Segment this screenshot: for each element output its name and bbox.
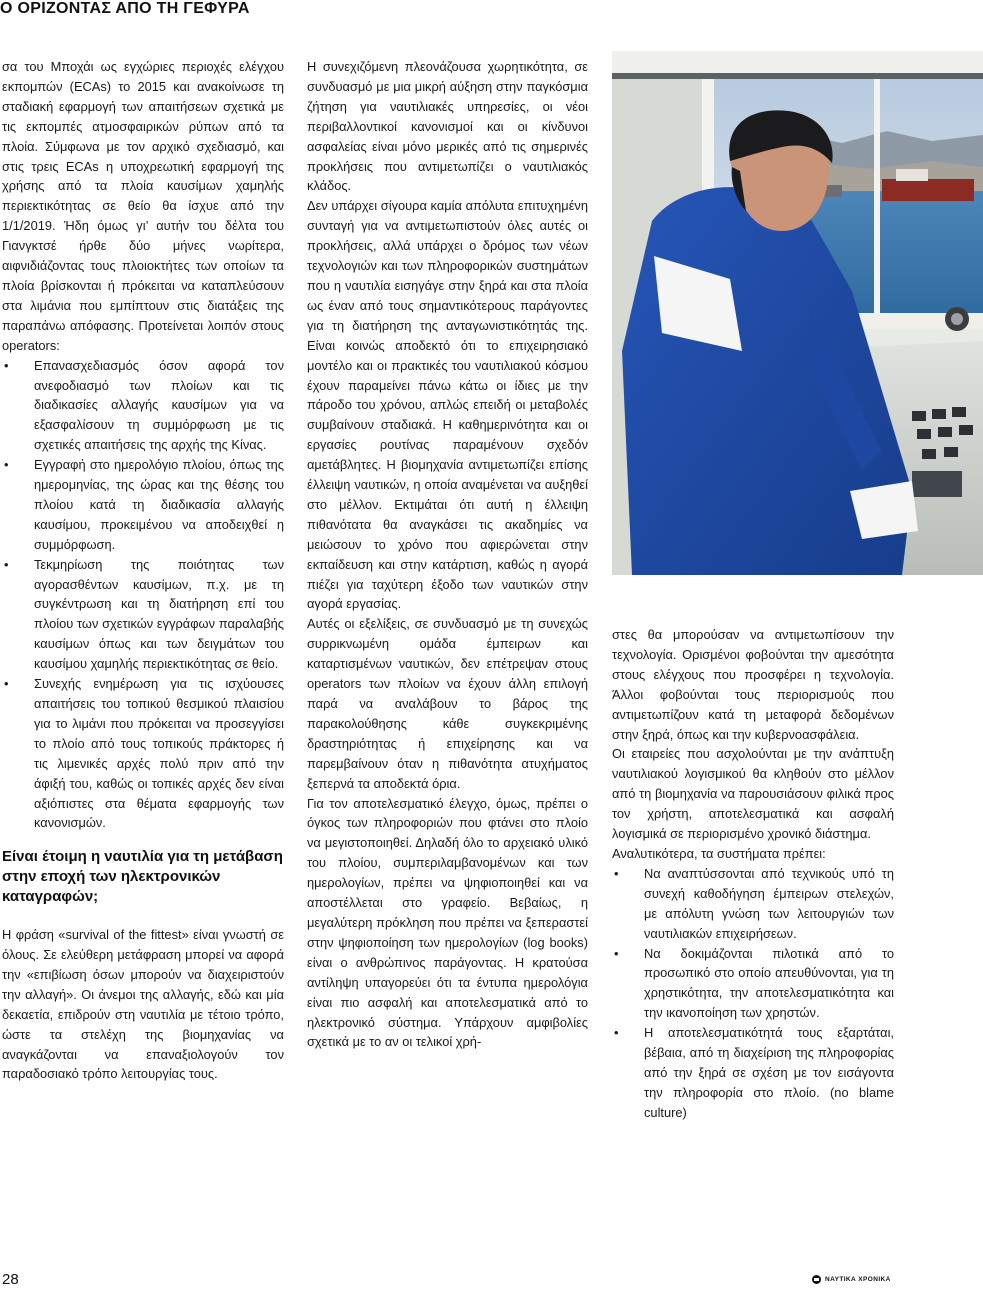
section-title: Ο ΟΡΙΖΟΝΤΑΣ ΑΠΟ ΤΗ ΓΕΦΥΡΑ [0, 0, 250, 17]
paragraph: Για τον αποτελεσματικό έλεγχο, όμως, πρέπει ο όγκος των πληροφοριών που φτάνει στο πλοίο να μεγιστοποιηθεί. Δηλαδή όλο το αρχειακό υλικό του πλοίου, συμπεριλαμβανομένων και των ημερολογίων, πρέπει να ψηφιοποιηθεί και να αποστέλλεται στο γραφείο. Βεβαίως, η μεγαλύτερη πρόκληση που πρέπει να ξεπεραστεί στην ψηφιοποίηση των ημερολογίων (log books) είναι ο ανθρώπινος παράγοντας. Η κρατούσα αντίληψη υπαγορεύει ότι τα έντυπα ημερολόγια είναι πιο ασφαλή και αποτελεσματικά από το ηλεκτρονικό σύστημα. Υπάρχουν αμφιβολίες σχετικά με το αν οι τελικοί χρή- [307, 795, 588, 1050]
paragraph: Οι εταιρείες που ασχολούνται με την ανάπτυξη ναυτιλιακού λογισμικού θα κληθούν στο μέλλον από τη βιομηχανία να παρουσιάσουν φιλικά προς τον χρήστη, αποτελεσματικά και ασφαλή λογισμικά σε περιορισμένο χρονικό διάστημα. [612, 746, 894, 842]
ship-logo-icon [812, 1275, 821, 1284]
list-item: • Συνεχής ενημέρωση για τις ισχύουσες απαιτήσεις του τοπικού θεσμικού πλαισίου για το λιμάνι που πρόκειται να προσεγγίσει το πλοίο από τους τοπικούς πράκτορες ή τις λιμενικές αρχές πολύ πριν από την άφιξή του, καθώς οι τοπικές αρχές δεν είναι αξιόπιστες στα θέματα εφαρμογής των κανονισμών. [2, 674, 284, 833]
list-item: • Τεκμηρίωση της ποιότητας των αγορασθέντων καυσίμων, π.χ. με τη συγκέντρωση και τη διατήρηση επί του πλοίου των σχετικών εγγράφων παραλαβής καυσίμων όπως και των δειγμάτων του καυσίμου χαμηλής περιεκτικότητας σε θείο. [2, 555, 284, 674]
article-column-3 [612, 625, 894, 1123]
list-item: • Η αποτελεσματικότητά τους εξαρτάται, βέβαια, από τη διαχείριση της πληροφορίας από την ξηρά σε σχέση με τον εισάγοντα την πληροφορία στο πλοίο. (no blame culture) [612, 1023, 894, 1123]
paragraph: Αναλυτικότερα, τα συστήματα πρέπει: [612, 845, 826, 861]
list-item: • Εγγραφή στο ημερολόγιο πλοίου, όπως της ημερομηνίας, της ώρας και της θέσης του πλοίου κατά τη διαδικασία αλλαγής καυσίμου, προκειμένου να αποδειχθεί η συμμόρφωση. [2, 455, 284, 555]
article-column-1 [2, 57, 284, 1084]
operator-recommendations-list [2, 356, 284, 834]
list-item: • Να δοκιμάζονται πιλοτικά από το προσωπικό στο οποίο απευθύνονται, για τη χρηστικότητα, την αποτελεσματικότητα και την ικανοποίηση των χρηστών. [612, 944, 894, 1024]
paragraph: Δεν υπάρχει σίγουρα καμία απόλυτα επιτυχημένη συνταγή για να αντιμετωπιστούν όλες αυτές οι προκλήσεις, αλλά υπάρχει ο δρόμος των νέων τεχνολογιών και των πληροφορικών συστημάτων που η ναυτιλία εισηγάγε στην ξηρά και στα πλοία ως έναν από τους σημαντικότερους παράγοντες για τη διατήρηση της ανταγωνιστικότητάς της. Είναι κοινώς αποδεκτό ότι το επιχειρησιακό μοντέλο και οι πρακτικές του ναυτιλιακού κόσμου έχουν παραμείνει πάνω κάτω οι ίδιες με την πάροδο του χρόνου, απλώς επειδή οι μεταβολές συμβαίνουν σταδιακά. Η καθημερινότητα και οι εργασίες ρουτίνας παραμένουν σχεδόν αμετάβλητες. Η βιομηχανία αντιμετωπίζει επίσης έλλειψη ναυτικών, η οποία αναμένεται να αυξηθεί στο μέλλον. Εκτιμάται ότι αυτή η έλλειψη πιθανότατα θα αναγκάσει τις ακαδημίες να μειώσουν το χρόνο που αφιερώνεται στην εκπαίδευση και στην κατάρτιση, καθώς η αγορά πιέζει για ταχύτερη έξοδο των ναυτικών στην αγορά εργασίας. [307, 198, 588, 612]
list-item: • Να αναπτύσσονται από τεχνικούς υπό τη συνεχή καθοδήγηση έμπειρων στελεχών, με απόλυτη γνώση των λειτουργιών των ναυτιλιακών επιχειρήσεων. [612, 864, 894, 944]
article-column-2 [307, 57, 588, 1052]
list-item: • Επανασχεδιασμός όσον αφορά τον ανεφοδιασμό των πλοίων και τις διαδικασίες αλλαγής καυσίμων για να εξασφαλίσουν τη συμμόρφωση με τις σχετικές απαιτήσεις της αρχής της Κίνας. [2, 356, 284, 456]
paragraph: Αυτές οι εξελίξεις, σε συνδυασμό με τη συνεχώς συρρικνωμένη ομάδα έμπειρων και καταρτισμένων ναυτικών, δεν επέτρεψαν στους operators των πλοίων να έχουν άλλη επιλογή παρά να αναλάβουν το βάρος της παρακολούθησης κάθε συγκεκριμένης δραστηριότητας ή επιχείρησης και να παρεμβαίνουν όταν η πιθανότητα ατυχήματος ξεπερνά τα αποδεκτά όρια. [307, 616, 588, 791]
paragraph: στες θα μπορούσαν να αντιμετωπίσουν την τεχνολογία. Ορισμένοι φοβούνται την αμεσότητα στους ελέγχους που προσφέρει η τεχνολογία. Άλλοι φοβούνται τους περιορισμούς που αντιμετωπίζουν κατά τη μεταφορά δεδομένων στην ξηρά, όπως και την κυβερνοασφάλεια. [612, 627, 894, 742]
paragraph: Η συνεχιζόμενη πλεονάζουσα χωρητικότητα, σε συνδυασμό με μια μικρή αύξηση στην παγκόσμια ζήτηση για ναυτιλιακές υπηρεσίες, οι νέοι περιβαλλοντικοί κανονισμοί και οι κίνδυνοι ασφαλείας είναι μόνο μερικές από τις σημερινές προκλήσεις που αντιμετωπίζει ο ναυτιλιακός κλάδος. [307, 59, 588, 194]
intro-paragraph: σα του Μποχάι ως εγχώριες περιοχές ελέγχου εκπομπών (ECAs) το 2015 και ανακοίνωσε τη σταδιακή εφαρμογή των απαιτήσεων σχετικά με τις εκπομπές ατμοσφαιρικών ρύπων από τα πλοία. Σύμφωνα με τον αρχικό σχεδιασμό, και στις τρεις ECAs η υποχρεωτική εφαρμογή της χρήσης από τα πλοία καυσίμων χαμηλής περιεκτικότητας σε θείο θα ίσχυε από την 1/1/2019. Ήδη όμως γι’ αυτήν του δέλτα του Γιανγκτσέ ήρθε δύο μήνες νωρίτερα, αιφνιδιάζοντας τους πλοιοκτήτες των οποίων τα πλοία βρίσκονται ή πρόκειται να καταπλεύσουν στα λιμάνια που εμπίπτουν στις διατάξεις της παραπάνω απόφασης. Προτείνεται λοιπόν στους operators: [2, 59, 284, 353]
bridge-officer-photo [612, 51, 983, 575]
publication-mark [812, 1273, 891, 1285]
publication-name: ΝΑΥΤΙΚΑ ΧΡΟΝΙΚΑ [825, 1275, 891, 1283]
paragraph: Η φράση «survival of the fittest» είναι γνωστή σε όλους. Σε ελεύθερη μετάφραση μπορεί να αφορά την «επιβίωση όσων μπορούν να διαχειριστούν την αλλαγή». Οι άνεμοι της αλλαγής, εδώ και μία δεκαετία, επιδρούν στη ναυτιλία με τέτοιο τρόπο, ώστε τα στελέχη της βιομηχανίας να αναγκάζονται να επαναξιολογούν τον παραδοσιακό τρόπο λειτουργίας τους. [2, 927, 284, 1082]
system-requirements-list [612, 864, 894, 1123]
page-number: 28 [2, 1271, 19, 1288]
section-subheading: Είναι έτοιμη η ναυτιλία για τη μετάβαση στην εποχή των ηλεκτρονικών καταγραφών; [2, 848, 283, 906]
